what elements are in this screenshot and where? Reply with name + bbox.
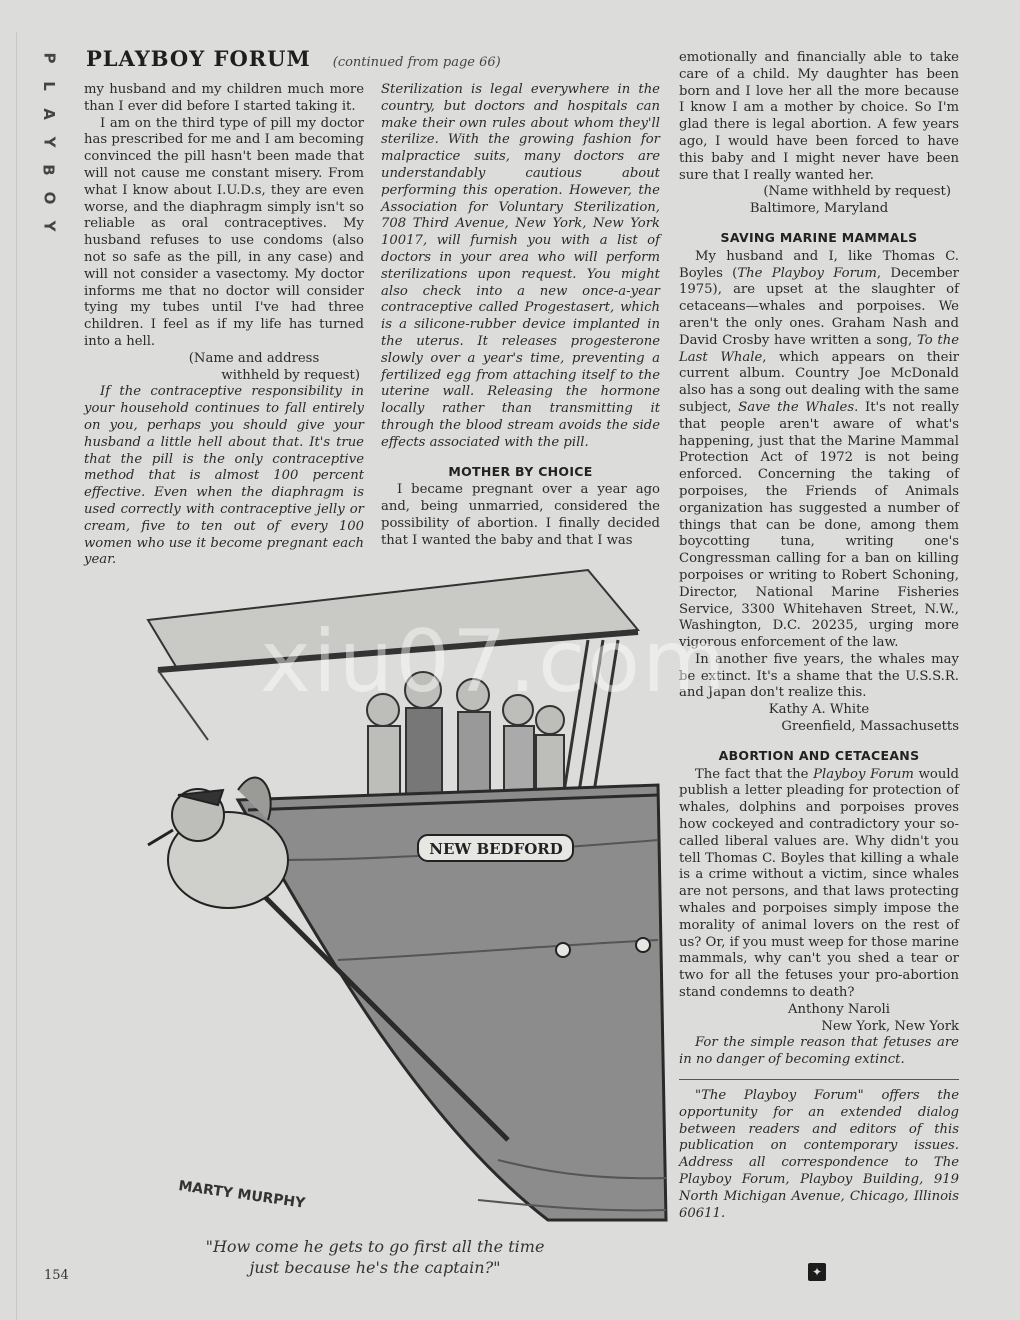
section-header: [86, 46, 501, 71]
letter-location: New York, New York: [821, 1018, 959, 1034]
letter-paragraph: My husband and I, like Thomas C. Boyles (The Playboy Forum, December 1975), are upset at the slaughter of cetaceans—whales and porpoises. We aren't the only ones. Graham Nash and David Crosby have written a song, To the Last Whale, which appears on their current album. Country Joe McDonald also has a song out dealing with the same subject, Save the Whales. It's not really that people aren't aware of what's happening, just that the Marine Mammal Protection Act of 1972 is not being enforced. Concerning the taking of porpoises, the Friends of Animals organization has suggested a number of things that can be done, among them boycotting tuna, writing one's Congressman calling for a ban on killing porpoises or writing to Robert Schoning, Director, National Marine Fisheries Service, 3300 Whitehaven Street, N.W., Washington, D.C. 20235, urging more vigorous enforcement of the law.: [679, 248, 960, 651]
letter-location: Baltimore, Maryland: [749, 201, 889, 217]
letter-paragraph: emotionally and financially able to take care of a child. My daughter has been born and I love her all the more because I know I am a mother by choice. So I'm glad there is legal abortion. A few years ago, I would have been forced to have this baby and I might never have been sure that I really wanted her.: [679, 50, 959, 183]
rabbit-logo-icon: ✦: [808, 1263, 826, 1281]
side-brand-vertical: [34, 44, 64, 240]
side-letter: Y: [40, 136, 58, 148]
letter-paragraph: The fact that the Playboy Forum would publish a letter pleading for protection of whales, dolphins and porpoises proves how cockeyed and contradictory your so-called liberal values are. Why didn't you tell Thomas C. Boyles that killing a whale is a crime without a victim, since whales are not persons, and that laws protecting whales and porpoises simply impose the morality of animal lovers on the rest of us? Or, if you must weep for those marine mammals, why can't you shed a tear or two for all the fetuses your pro-abortion stand condemns to death?: [679, 766, 959, 1001]
side-letter: B: [40, 164, 58, 176]
caption-line: just because he's the captain?": [249, 1258, 501, 1277]
caption-line: "How come he gets to go first all the time: [205, 1237, 545, 1256]
column-1: [84, 82, 364, 569]
letter-signature: withheld by request): [221, 367, 360, 383]
letter-location: Greenfield, Massachusetts: [781, 719, 959, 735]
side-letter: O: [39, 191, 58, 205]
letter-paragraph: my husband and my children much more than I ever did before I started taking it.: [84, 82, 364, 114]
section-heading: ABORTION AND CETACEANS: [718, 747, 920, 763]
letter-signature: (Name and address: [188, 350, 320, 366]
letter-paragraph: I became pregnant over a year ago and, being unmarried, considered the possibility of abortion. I finally decided that I wanted the baby and that I was: [381, 482, 660, 548]
letter-signature: Kathy A. White: [768, 702, 870, 718]
page-number: 154: [44, 1268, 69, 1283]
watermark: xiu07.com: [260, 612, 728, 712]
editor-reply: If the contraceptive responsibility in your household continues to fall entirely on you, perhaps you should give your husband a little hell about that. It's true that the pill is the only contraceptive method that is almost 100 percent effective. Even when the diaphragm is used correctly with contraceptive jelly or cream, five to ten out of every 100 women who use it become pregnant each year.: [84, 384, 364, 568]
letter-paragraph: In another five years, the whales may be extinct. It's a shame that the U.S.S.R. and Japan don't realize this.: [679, 651, 959, 701]
letter-signature: (Name withheld by request): [763, 184, 951, 200]
side-letter: L: [40, 81, 58, 91]
letter-signature: Anthony Naroli: [788, 1001, 890, 1017]
cartoon-caption: [190, 1236, 560, 1278]
footer-rule: [679, 1079, 959, 1080]
section-heading: MOTHER BY CHOICE: [448, 463, 593, 479]
artist-signature: MARTY MURPHY: [177, 1178, 307, 1212]
editor-reply: Sterilization is legal everywhere in the country, but doctors and hospitals can make their own rules about whom they'll sterilize. With the growing fashion for malpractice suits, many doctors are understandably cautious about performing this operation. However, the Association for Voluntary Sterilization, 708 Third Avenue, New York, New York 10017, will furnish you with a list of doctors in your area who will perform sterilizations upon request. You might also check into a new once-a-year contraceptive called Progestasert, which is a silicone-rubber device implanted in the uterus. It releases progesterone slowly over a year's time, preventing a fertilized egg from attaching itself to the uterine wall. Releasing the hormone locally rather than transmitting it through the blood stream avoids the side effects associated with the pill.: [381, 82, 660, 450]
letter-paragraph: I am on the third type of pill my doctor has prescribed for me and I am becoming convinced the pill hasn't been made that will not cause me constant misery. From what I know about I.U.D.s, they are even worse, and the diaphragm simply isn't so reliable as oral contraceptives. My husband refuses to use condoms (also not so safe as the pill, in any case) and will not consider a vasectomy. My doctor informs me that no doctor will consider tying my tubes until I've had three children. I feel as if my life has turned into a hell.: [84, 115, 364, 349]
forum-footer-note: "The Playboy Forum" offers the opportunity for an extended dialog between readers and editors of this publication on contemporary issues. Address all correspondence to The Playboy Forum, Playboy Building, 919 North Michigan Avenue, Chicago, Illinois 60611.: [679, 1088, 959, 1221]
side-letter: P: [40, 52, 58, 64]
side-letter: A: [39, 108, 58, 120]
editor-reply: For the simple reason that fetuses are in no danger of becoming extinct.: [679, 1035, 959, 1068]
ship-name: NEW BEDFORD: [429, 840, 563, 858]
section-heading: SAVING MARINE MAMMALS: [720, 229, 918, 245]
side-letter: Y: [40, 220, 58, 232]
column-3: [679, 50, 959, 1222]
cartoon-illustration: [118, 560, 678, 1225]
column-2: [381, 82, 660, 550]
continued-note: (continued from page 66): [332, 55, 501, 70]
forum-title: PLAYBOY FORUM: [86, 46, 311, 71]
